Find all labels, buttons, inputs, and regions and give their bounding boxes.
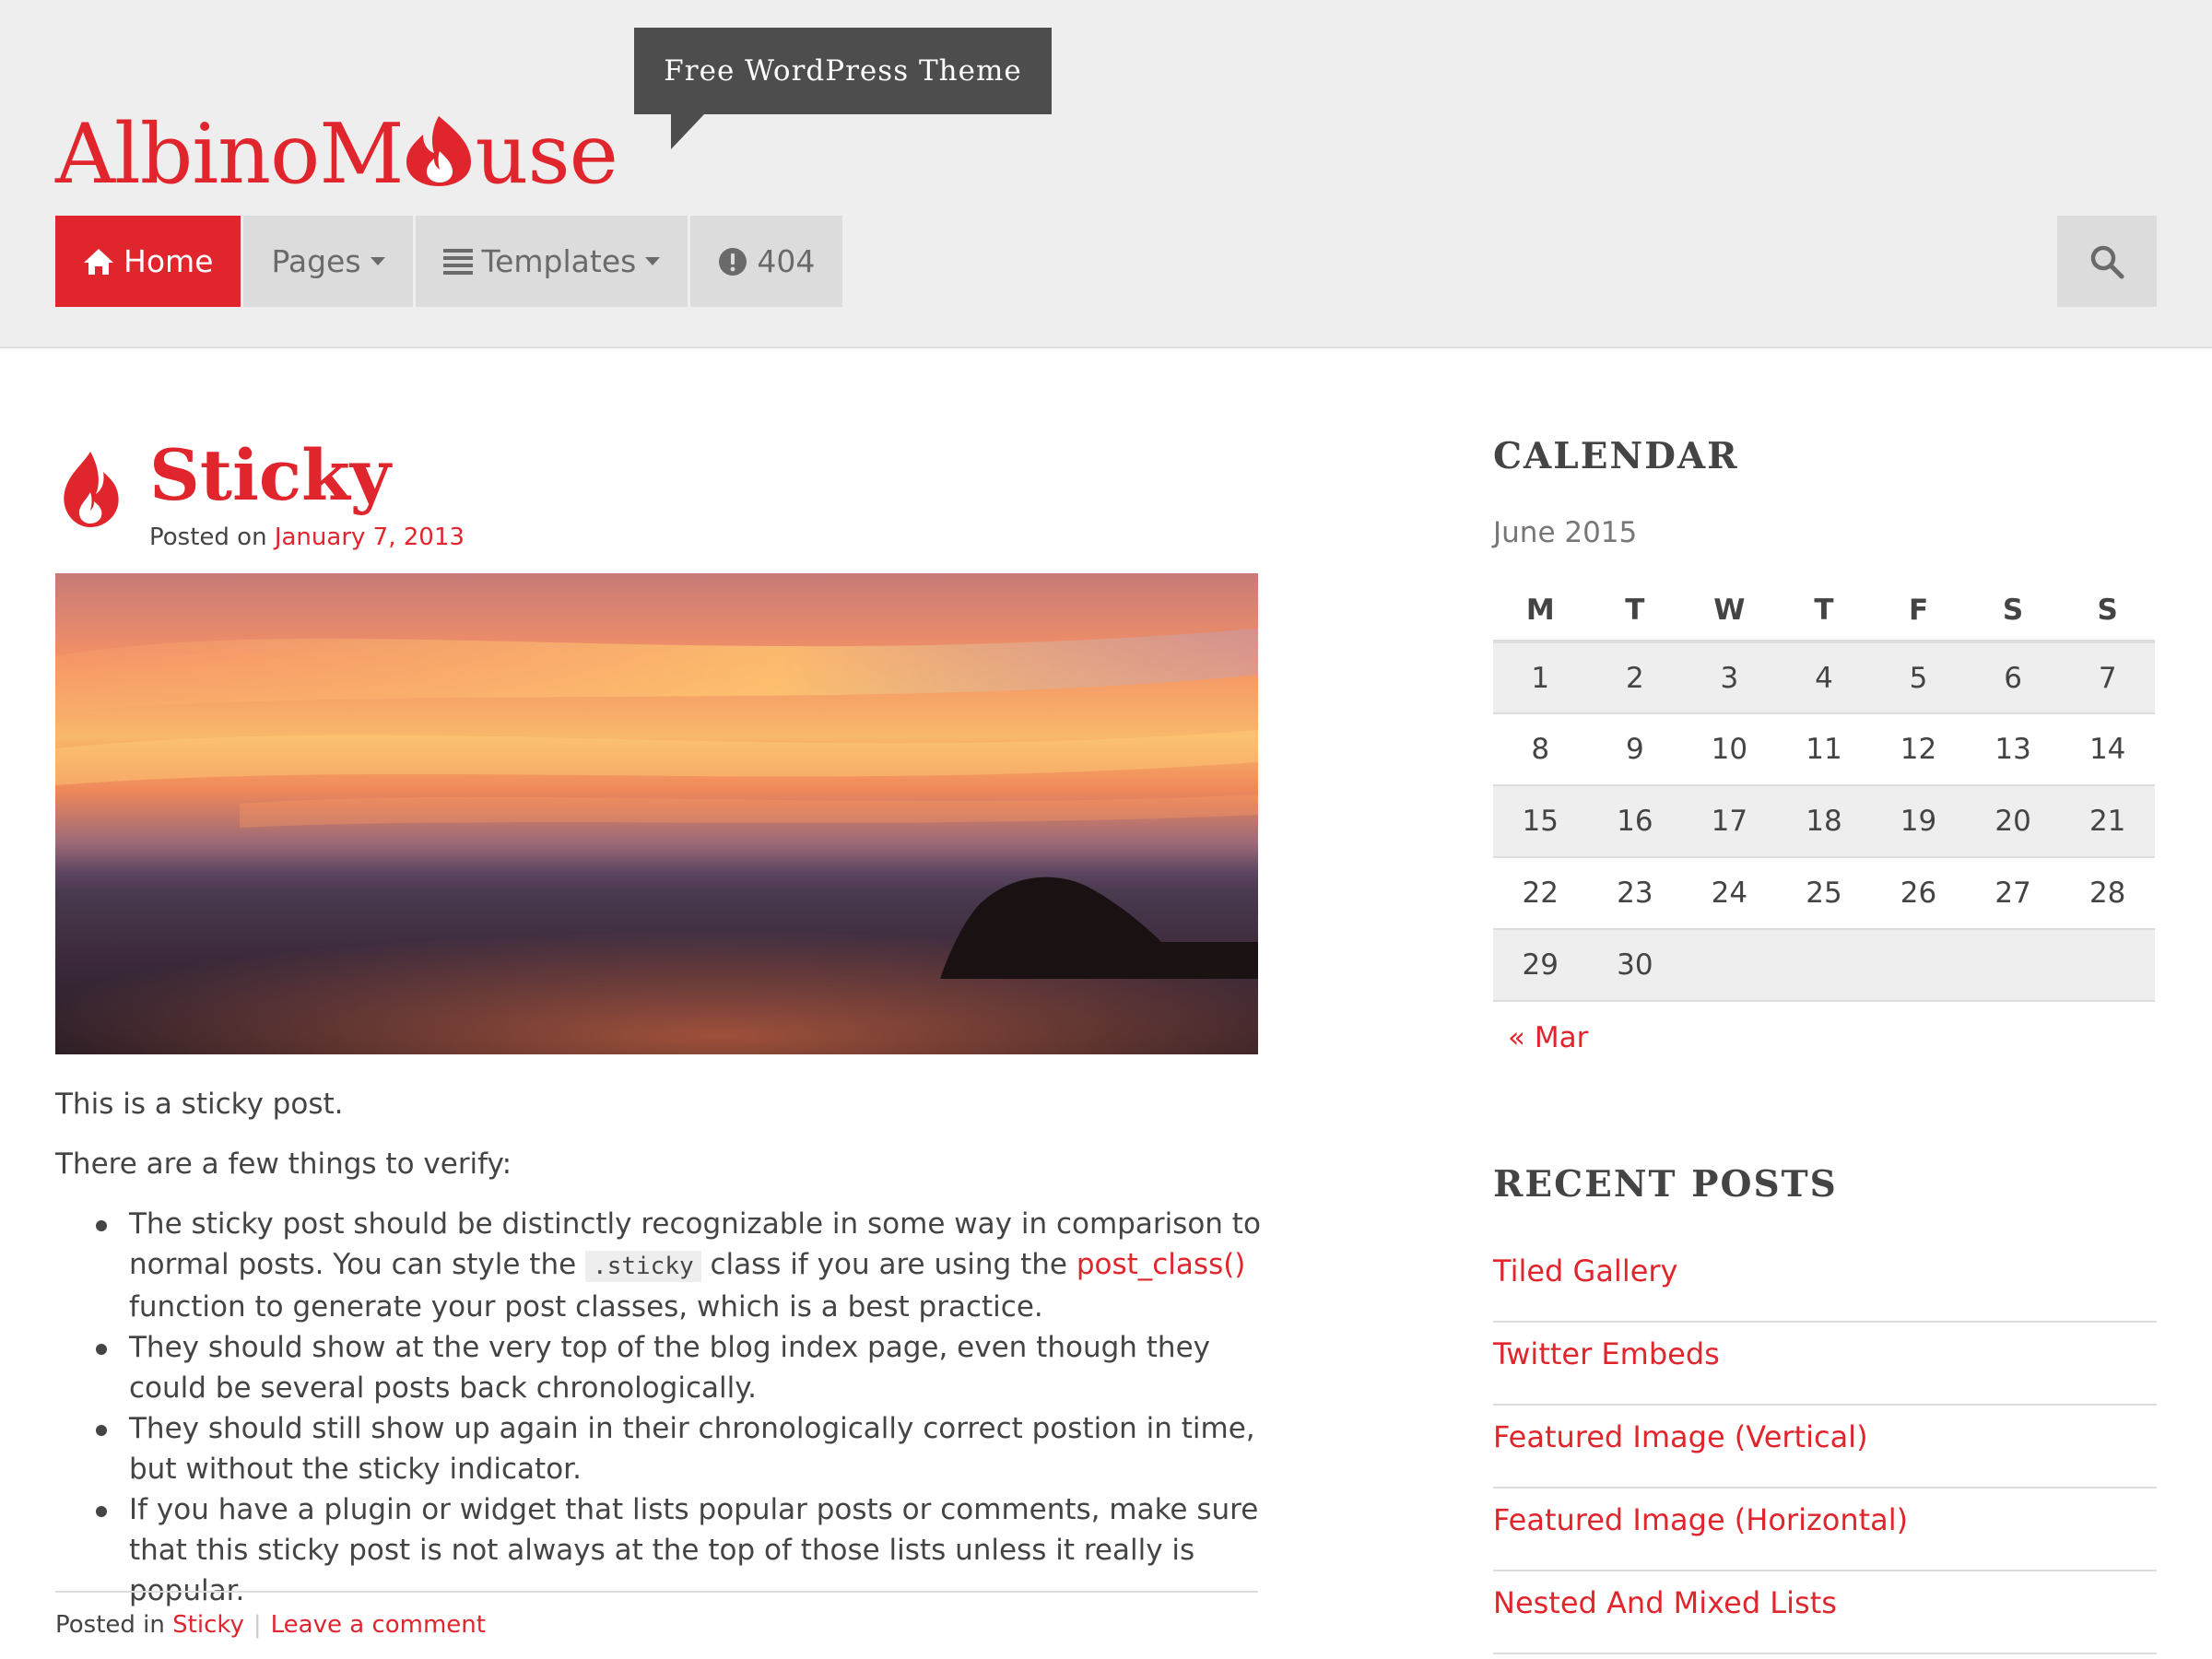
calendar-day: 25 <box>1777 857 1872 929</box>
calendar-day: 2 <box>1588 641 1683 713</box>
caret-down-icon <box>645 257 660 266</box>
list-item: They should show at the very top of the blog index page, even though they could be several posts back chronologically. <box>129 1327 1263 1408</box>
search-button[interactable] <box>2057 216 2157 307</box>
calendar-day: 13 <box>1966 713 2061 785</box>
search-icon <box>2089 244 2124 279</box>
site-logo[interactable] <box>55 106 618 203</box>
post-footer <box>55 1591 1258 1639</box>
logo-text-start: AlbinoM <box>55 106 404 203</box>
bullet-text: The sticky post should be distinctly recognizable in some way in comparison to normal posts. You can style the <box>129 1207 1261 1281</box>
logo-text-end: use <box>475 106 618 203</box>
calendar-day: 26 <box>1871 857 1966 929</box>
logo-flame-icon <box>403 114 475 188</box>
recent-posts-widget-title: RECENT POSTS <box>1493 1163 1838 1206</box>
post-footer-prefix: Posted in <box>55 1611 165 1639</box>
calendar-week-row <box>1493 929 2155 1001</box>
day-header: M <box>1493 581 1588 641</box>
recent-post-link[interactable]: Featured Image (Horizontal) <box>1493 1502 1909 1537</box>
day-header: T <box>1777 581 1872 641</box>
calendar-day: 20 <box>1966 785 2061 857</box>
calendar-day: 11 <box>1777 713 1872 785</box>
exclamation-circle-icon <box>718 247 747 276</box>
calendar-day: 19 <box>1871 785 1966 857</box>
day-header: W <box>1682 581 1777 641</box>
main-nav <box>55 216 842 307</box>
calendar-day: 30 <box>1588 929 1683 1001</box>
code-sticky: .sticky <box>585 1251 701 1282</box>
calendar-day: 8 <box>1493 713 1588 785</box>
flame-icon <box>55 452 125 527</box>
recent-post-link[interactable]: Featured Image (Vertical) <box>1493 1419 1868 1454</box>
post-title[interactable]: Sticky <box>149 434 391 516</box>
post-intro: This is a sticky post. <box>55 1088 344 1121</box>
post-class-link[interactable]: post_class() <box>1076 1248 1246 1281</box>
calendar-prev-month-link[interactable]: « Mar <box>1508 1021 1589 1054</box>
list-item: If you have a plugin or widget that lists popular posts or comments, make sure that this sticky post is not always at the top of those lists unless it really is popular. <box>129 1489 1263 1611</box>
list-icon <box>443 249 473 275</box>
tagline-bubble: Free WordPress Theme <box>634 28 1052 114</box>
recent-post-link[interactable]: Tiled Gallery <box>1493 1253 1678 1288</box>
calendar-day: 1 <box>1493 641 1588 713</box>
post-meta <box>149 522 465 553</box>
calendar-widget-title: CALENDAR <box>1493 435 1739 477</box>
calendar-day <box>1777 929 1872 1001</box>
post-meta-prefix: Posted on <box>149 524 267 551</box>
calendar-day <box>1966 929 2061 1001</box>
recent-posts-list <box>1493 1240 2157 1654</box>
calendar-day: 28 <box>2060 857 2155 929</box>
list-item <box>129 1204 1263 1327</box>
nav-label-pages: Pages <box>271 243 361 279</box>
list-item <box>1493 1323 2157 1406</box>
calendar-day: 24 <box>1682 857 1777 929</box>
calendar-day: 15 <box>1493 785 1588 857</box>
calendar-day: 16 <box>1588 785 1683 857</box>
calendar-day: 12 <box>1871 713 1966 785</box>
nav-item-home[interactable] <box>55 216 241 307</box>
caret-down-icon <box>371 257 385 266</box>
calendar-week-row <box>1493 857 2155 929</box>
nav-label-404: 404 <box>757 243 816 279</box>
sunset-over-sea-image <box>55 573 1258 1054</box>
calendar-day: 14 <box>2060 713 2155 785</box>
calendar-day: 27 <box>1966 857 2061 929</box>
recent-post-link[interactable]: Twitter Embeds <box>1493 1336 1720 1371</box>
calendar-day: 29 <box>1493 929 1588 1001</box>
calendar-day: 9 <box>1588 713 1683 785</box>
calendar-day: 4 <box>1777 641 1872 713</box>
calendar-caption: June 2015 <box>1493 516 1638 549</box>
nav-item-404[interactable] <box>690 216 842 307</box>
calendar-day <box>1682 929 1777 1001</box>
calendar-day: 3 <box>1682 641 1777 713</box>
calendar-day: 21 <box>2060 785 2155 857</box>
calendar-day: 7 <box>2060 641 2155 713</box>
bullet-text: class if you are using the <box>710 1248 1067 1281</box>
list-item <box>1493 1406 2157 1488</box>
calendar-week-row <box>1493 713 2155 785</box>
footer-separator: | <box>253 1611 262 1639</box>
day-header: T <box>1588 581 1683 641</box>
home-icon <box>83 247 114 276</box>
calendar-week-row <box>1493 641 2155 713</box>
calendar-day: 18 <box>1777 785 1872 857</box>
calendar-day: 6 <box>1966 641 2061 713</box>
calendar-header-row <box>1493 581 2155 641</box>
post-lead: There are a few things to verify: <box>55 1147 512 1181</box>
leave-comment-link[interactable]: Leave a comment <box>270 1611 486 1639</box>
day-header: S <box>1966 581 2061 641</box>
post-date-link[interactable]: January 7, 2013 <box>274 524 465 551</box>
calendar-day: 23 <box>1588 857 1683 929</box>
nav-label-templates: Templates <box>481 243 637 279</box>
category-link[interactable]: Sticky <box>172 1611 244 1639</box>
calendar-day: 17 <box>1682 785 1777 857</box>
calendar-day: 22 <box>1493 857 1588 929</box>
post-body <box>55 1084 1263 1611</box>
list-item <box>1493 1571 2157 1654</box>
day-header: S <box>2060 581 2155 641</box>
post-bullet-list <box>129 1204 1263 1611</box>
day-header: F <box>1871 581 1966 641</box>
list-item: They should still show up again in their chronologically correct postion in time, but without the sticky indicator. <box>129 1408 1263 1489</box>
bullet-text: function to generate your post classes, which is a best practice. <box>129 1290 1043 1324</box>
nav-label-home: Home <box>124 243 214 279</box>
nav-item-templates[interactable] <box>416 216 688 307</box>
calendar-day <box>2060 929 2155 1001</box>
nav-item-pages[interactable] <box>243 216 412 307</box>
calendar-day: 10 <box>1682 713 1777 785</box>
calendar-week-row <box>1493 785 2155 857</box>
site-header <box>0 0 2212 348</box>
calendar-table <box>1493 581 2155 1002</box>
calendar-day <box>1871 929 1966 1001</box>
list-item <box>1493 1488 2157 1571</box>
recent-post-link[interactable]: Nested And Mixed Lists <box>1493 1585 1837 1620</box>
calendar-day: 5 <box>1871 641 1966 713</box>
list-item <box>1493 1240 2157 1323</box>
